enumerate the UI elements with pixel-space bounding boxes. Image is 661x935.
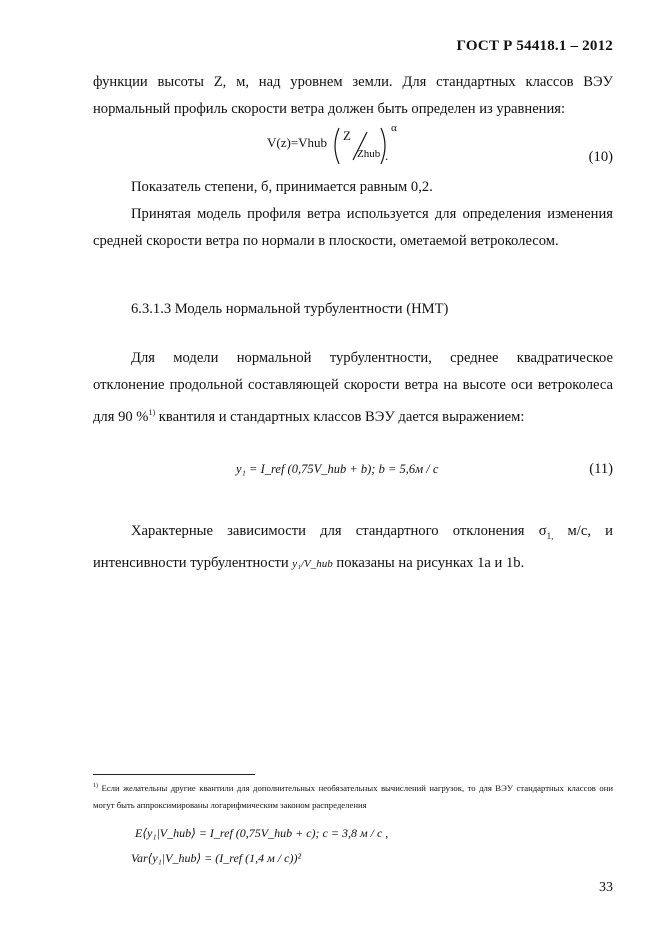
equation-11: y₁ = I_ref (0,75V_hub + b); b = 5,6м / с bbox=[236, 462, 439, 476]
footnote-text bbox=[93, 778, 613, 814]
paragraph-characteristics-text-b: м/с, и интенсивности турбулентности bbox=[93, 523, 613, 571]
equation-10-parentheses bbox=[331, 126, 391, 166]
paragraph-turbulence bbox=[93, 345, 613, 431]
equation-10-number: (10) bbox=[588, 149, 613, 165]
page-number: 33 bbox=[599, 880, 613, 895]
equation-10-exponent: α bbox=[391, 122, 397, 134]
footnote-mark: 1) bbox=[93, 783, 98, 789]
footnote-equation-1: E⟨y₁|V_hub⟩ = I_ref (0,75V_hub + c); c = 3,8 м / с , bbox=[135, 826, 389, 840]
document-header: ГОСТ Р 54418.1 – 2012 bbox=[456, 38, 613, 54]
equation-11-number: (11) bbox=[589, 461, 613, 477]
equation-10-lhs: V(z)=Vhub bbox=[267, 135, 328, 150]
paragraph-characteristics-text-c: показаны на рисунках 1а и 1b. bbox=[332, 554, 525, 571]
paragraph-wind-profile: функции высоты Z, м, над уровнем земли. Для стандартных классов ВЭУ нормальный профиль скорости ветра должен быть определен из уравнения: bbox=[93, 74, 613, 117]
section-heading: 6.3.1.3 Модель нормальной турбулентности (НМТ) bbox=[131, 301, 449, 317]
equation-10-dot: . bbox=[385, 148, 389, 163]
paragraph-model-usage: Принятая модель профиля ветра используется для определения изменения средней скорости ветра по нормали в плоскости, ометаемой ветроколесом. bbox=[93, 206, 613, 249]
turbulence-intensity-fraction: y₁/V_hub bbox=[292, 557, 333, 570]
equation-10-denominator: Zhub bbox=[357, 148, 381, 160]
equation-10 bbox=[267, 122, 407, 166]
footnote-ref: 1) bbox=[148, 408, 156, 417]
paragraph-turbulence-text-a: Для модели нормальной турбулентности, среднее квадратическое отклонение продольной составляющей скорости ветра на высоте оси ветроколеса для 90 % bbox=[93, 350, 613, 425]
paragraph-exponent: Показатель степени, б, принимается равным 0,2. bbox=[131, 179, 433, 195]
paragraph-turbulence-text-b: квантиля и стандартных классов ВЭУ дается выражением: bbox=[155, 408, 525, 425]
footnote-separator bbox=[93, 774, 255, 775]
paragraph-characteristics bbox=[93, 518, 613, 578]
footnote-equation-2: Var⟨y₁|V_hub⟩ = (I_ref (1,4 м / с))² bbox=[131, 851, 302, 865]
sigma-subscript: 1, bbox=[546, 530, 554, 541]
footnote-body: Если желательны другие квантили для дополнительных необязательных вычислений нагрузок, то для ВЭУ стандартных классов они могут быть аппроксимированы логарифмическим законом распределения bbox=[93, 782, 613, 810]
paragraph-characteristics-text-a: Характерные зависимости для стандартного отклонения σ bbox=[131, 523, 547, 539]
equation-10-numerator: Z bbox=[343, 128, 351, 143]
